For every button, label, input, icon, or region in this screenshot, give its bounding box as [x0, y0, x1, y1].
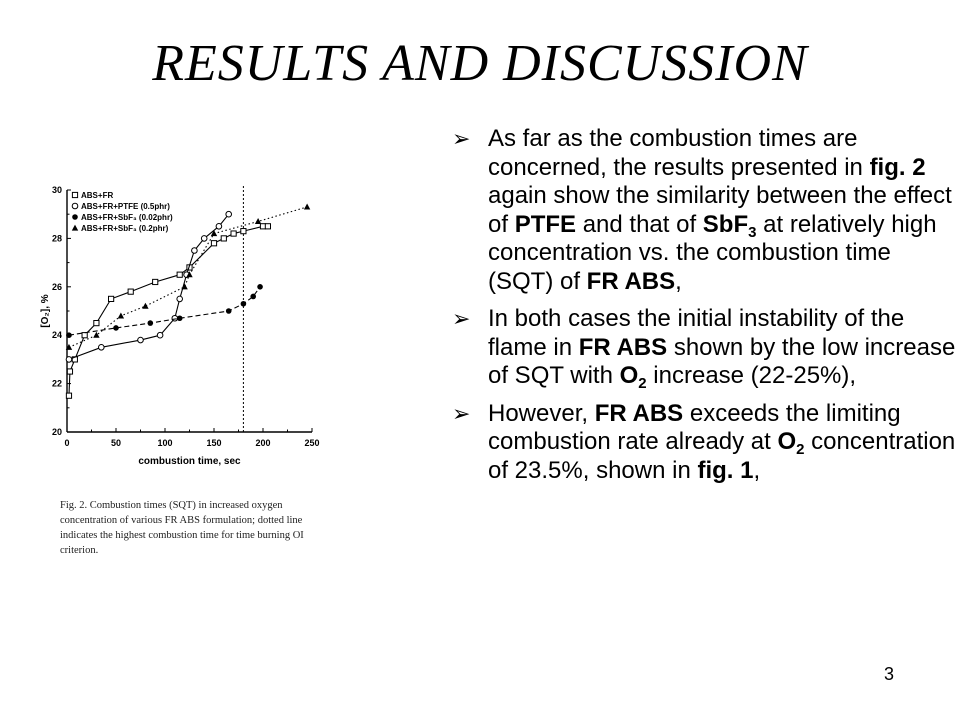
- arrowhead-bullet-icon: ➢: [452, 400, 471, 426]
- data-point-marker: [304, 204, 310, 210]
- oxygen-vs-combustion-time-chart: [40, 170, 330, 480]
- bullet-text-segment: O: [619, 362, 639, 389]
- bullet-text-segment: ,: [753, 456, 761, 484]
- x-tick-label: 150: [206, 438, 222, 448]
- bullet-text-segment: In both cases the initial instability of the flame in: [488, 305, 905, 361]
- bullet-text-segment: exceeds the limiting combustion rate already at: [488, 399, 901, 455]
- data-point-marker: [157, 332, 163, 338]
- bullet-text-segment: PTFE: [514, 210, 577, 238]
- data-point-marker: [72, 225, 78, 231]
- data-point-marker: [72, 214, 78, 220]
- data-point-marker: [172, 315, 178, 321]
- legend-entry: ABS+FR+SbF₃ (0.02phr): [81, 213, 173, 222]
- arrowhead-bullet-icon: ➢: [452, 306, 471, 331]
- bullet-text-segment: As far as the combustion times are concerned, the results presented in: [488, 125, 870, 181]
- bullet-text-segment: and that of: [576, 210, 703, 238]
- data-point-marker: [118, 312, 124, 318]
- data-point-marker: [93, 332, 99, 338]
- legend-entry: ABS+FR+PTFE (0.5phr): [81, 202, 170, 211]
- legend-entry: ABS+FR+SbF₃ (0.2phr): [81, 224, 169, 233]
- bullet-item: [452, 305, 957, 391]
- data-point-marker: [231, 231, 236, 236]
- data-point-marker: [113, 325, 119, 331]
- data-point-marker: [181, 283, 187, 289]
- data-point-marker: [216, 224, 222, 230]
- data-point-marker: [153, 279, 158, 284]
- data-point-marker: [257, 284, 263, 290]
- y-axis-label: [O₂], %: [40, 294, 51, 328]
- data-point-marker: [241, 229, 246, 234]
- data-point-marker: [177, 272, 182, 277]
- slide-title: RESULTS AND DISCUSSION: [152, 35, 808, 92]
- data-point-marker: [148, 320, 154, 326]
- data-point-marker: [109, 296, 114, 301]
- x-tick-label: 0: [64, 438, 70, 448]
- page-number: 3: [884, 664, 895, 684]
- bullet-text-segment: shown by the low increase of SQT with: [488, 333, 956, 389]
- data-point-marker: [72, 203, 78, 209]
- y-tick-label: 26: [51, 281, 62, 292]
- data-point-marker: [66, 357, 72, 363]
- data-point-marker: [226, 308, 232, 314]
- y-tick-label: 24: [51, 330, 62, 341]
- series-line: [69, 226, 268, 395]
- y-tick-label: 28: [51, 233, 62, 244]
- data-point-marker: [128, 289, 133, 294]
- bullet-text-segment: increase (22-25%),: [646, 362, 857, 389]
- data-point-marker: [99, 345, 105, 351]
- data-point-marker: [226, 211, 232, 217]
- bullet-text-segment: O: [777, 428, 797, 455]
- data-point-marker: [211, 241, 216, 246]
- data-point-marker: [177, 315, 183, 321]
- data-point-marker: [66, 332, 72, 338]
- data-point-marker: [177, 296, 183, 302]
- data-point-marker: [94, 321, 99, 326]
- x-tick-label: 200: [255, 438, 271, 448]
- data-point-marker: [67, 369, 72, 374]
- figure-caption: Fig. 2. Combustion times (SQT) in increased oxygen concentration of various FR ABS formulation; dotted line indicates the highest combustion time for time burning OI criterion.: [60, 500, 304, 556]
- data-point-marker: [265, 224, 270, 229]
- data-point-marker: [241, 301, 247, 307]
- bullet-list: [452, 125, 957, 494]
- bullet-text-segment: FR ABS: [578, 333, 668, 361]
- bullet-text-segment: fig. 1: [697, 456, 754, 484]
- data-point-marker: [72, 192, 77, 197]
- bullet-text-segment: 2: [638, 375, 647, 392]
- data-point-marker: [250, 294, 256, 300]
- x-tick-label: 100: [157, 438, 173, 448]
- data-point-marker: [66, 393, 71, 398]
- bullet-text-segment: SbF: [702, 210, 749, 238]
- x-axis-label: combustion time, sec: [138, 456, 241, 467]
- data-point-marker: [82, 333, 87, 338]
- x-tick-label: 250: [304, 438, 320, 448]
- bullet-text-segment: ,: [675, 267, 682, 295]
- data-point-marker: [201, 236, 207, 242]
- data-point-marker: [211, 230, 217, 236]
- bullet-text-segment: concentration of 23.5%, shown in: [488, 428, 956, 484]
- y-tick-label: 22: [51, 378, 62, 389]
- bullet-item: [452, 400, 957, 486]
- bullet-text-segment: 3: [748, 223, 757, 241]
- bullet-text-segment: FR ABS: [586, 267, 676, 295]
- arrowhead-bullet-icon: ➢: [452, 126, 471, 151]
- y-tick-label: 20: [51, 427, 62, 437]
- legend-entry: ABS+FR: [81, 191, 114, 200]
- chart-figure: [40, 170, 330, 480]
- bullet-text-segment: fig. 2: [869, 153, 926, 181]
- bullet-text-segment: 2: [796, 441, 805, 458]
- y-tick-label: 30: [51, 185, 62, 195]
- data-point-marker: [138, 337, 144, 343]
- bullet-text-segment: However,: [488, 399, 595, 427]
- data-point-marker: [192, 248, 198, 254]
- data-point-marker: [221, 236, 226, 241]
- x-tick-label: 50: [110, 438, 122, 448]
- data-point-marker: [142, 303, 148, 309]
- bullet-text-segment: at relatively high concentration vs. the combustion time (SQT) of: [488, 210, 937, 295]
- bullet-text-segment: again show the similarity between the effect of: [488, 182, 952, 238]
- bullet-item: [452, 125, 957, 296]
- bullet-text-segment: FR ABS: [594, 399, 684, 427]
